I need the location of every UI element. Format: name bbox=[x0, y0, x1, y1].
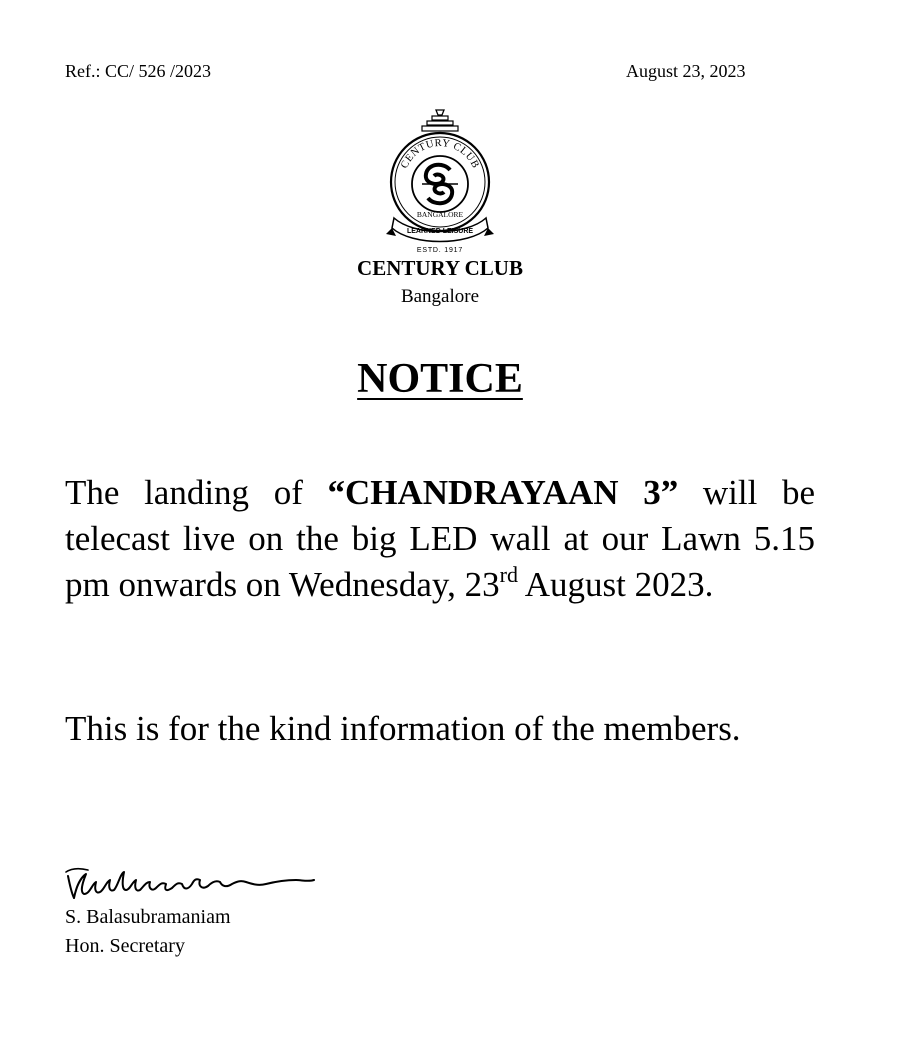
signatory-title: Hon. Secretary bbox=[65, 935, 185, 957]
paragraph-text-middle: will be telecast live on the big LED wall at our Lawn 5.15 pm onwards on Wednesday, 23 bbox=[65, 473, 815, 604]
letter-date: August 23, 2023 bbox=[626, 61, 746, 81]
signatory-name: S. Balasubramaniam bbox=[65, 906, 231, 928]
notice-title: NOTICE bbox=[357, 356, 523, 402]
emblem-established-text: ESTD. 1917 bbox=[416, 247, 464, 254]
mission-name: “CHANDRAYAAN 3” bbox=[327, 473, 679, 512]
reference-number: Ref.: CC/ 526 /2023 bbox=[65, 61, 212, 81]
club-city: Bangalore bbox=[400, 286, 480, 307]
emblem-city-text: BANGALORE bbox=[416, 210, 464, 219]
emblem-arc-text: CENTURY CLUB bbox=[399, 137, 481, 171]
emblem-motto-text: LEARNED LEISURE bbox=[406, 228, 474, 235]
date-ordinal-suffix: rd bbox=[499, 562, 518, 587]
century-club-emblem-icon bbox=[384, 106, 496, 256]
notice-paragraph-info: This is for the kind information of the members. bbox=[65, 709, 741, 748]
paragraph-text-after: August 2023. bbox=[517, 565, 714, 604]
paragraph-text-before: The landing of bbox=[65, 473, 328, 512]
handwritten-signature bbox=[62, 862, 317, 904]
club-name: CENTURY CLUB bbox=[357, 256, 523, 280]
notice-paragraph-main bbox=[65, 470, 815, 608]
